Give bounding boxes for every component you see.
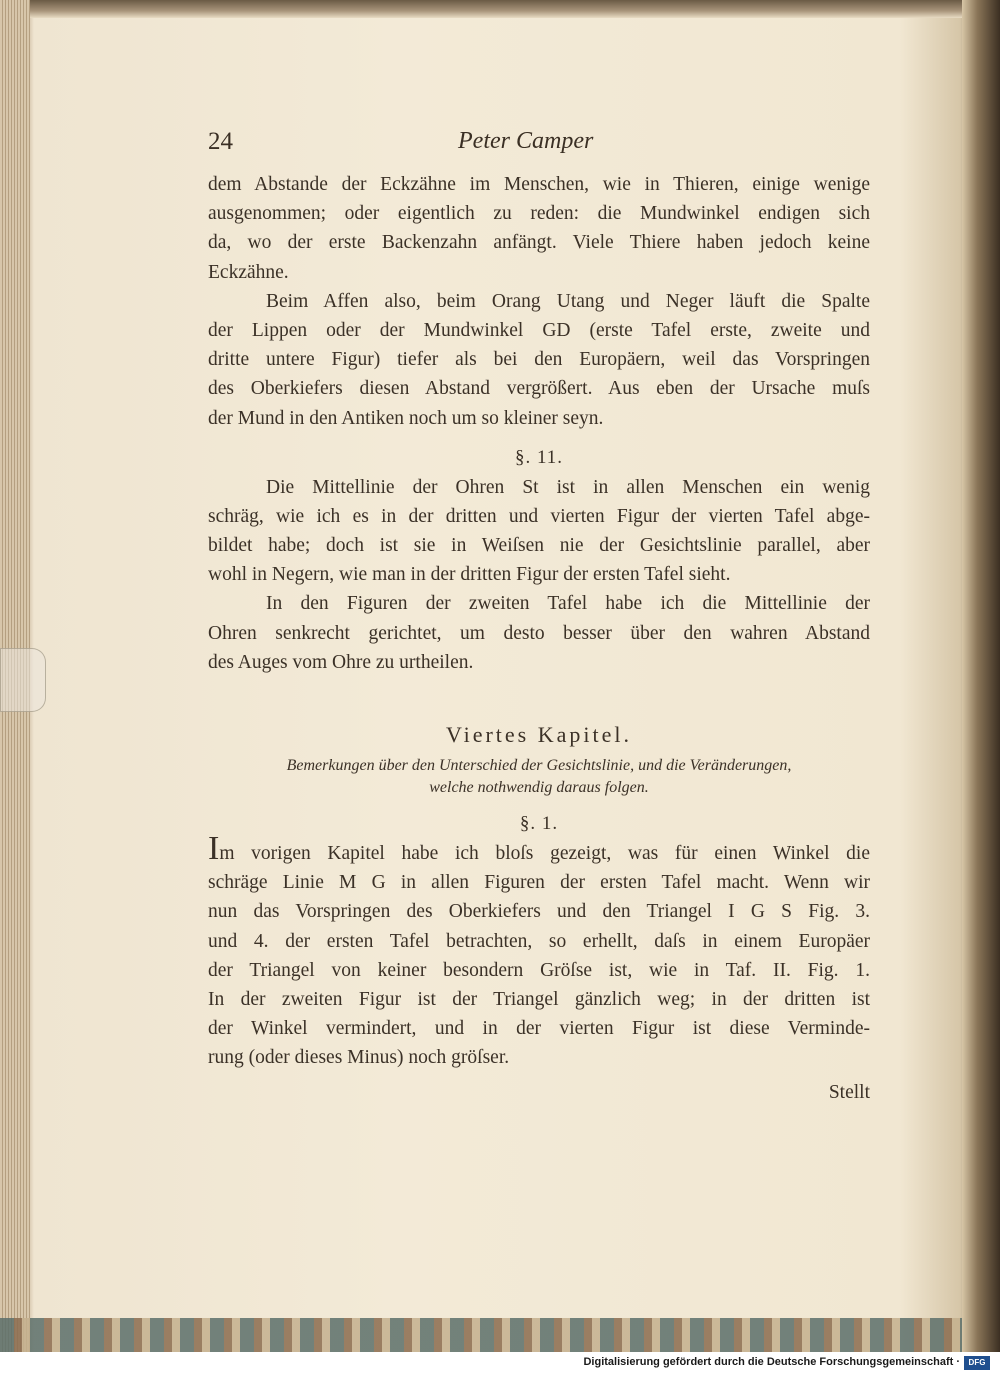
text-line: Ohren senkrecht gerichtet, um desto besser über den wahren Abstand (208, 622, 870, 644)
page-body (208, 170, 870, 1107)
text-line: In den Figuren der zweiten Tafel habe ich die Mittellinie der (266, 593, 870, 615)
book-page (30, 18, 960, 1318)
right-gutter-shadow (962, 0, 1000, 1352)
text-line: des Oberkiefers diesen Abstand vergrößert. Aus eben der Ursache muſs (208, 378, 870, 400)
text-line: Beim Affen also, beim Orang Utang und Neger läuft die Spalte (266, 290, 870, 312)
section-heading: §. 11. (514, 446, 564, 468)
page-number: 24 (208, 128, 233, 155)
page-header (208, 128, 868, 168)
text-line: wohl in Negern, wie man in der dritten Figur der ersten Tafel sieht. (208, 564, 731, 586)
text-line: der Mund in den Antiken noch um so kleiner seyn. (208, 407, 604, 429)
text-line: rung (oder dieses Minus) noch gröſser. (208, 1047, 510, 1069)
text-line: dem Abstande der Eckzähne im Menschen, wie in Thieren, einige wenige (208, 174, 870, 195)
text-line: nun das Vorspringen des Oberkiefers und den Triangel I G S Fig. 3. (208, 901, 870, 923)
text-line: und 4. der ersten Tafel betrachten, so erhellt, daſs in einem Europäer (208, 930, 870, 952)
text-line: des Auges vom Ohre zu urtheilen. (208, 651, 474, 673)
text-line: der Triangel von keiner besondern Gröſse ist, wie in Taf. II. Fig. 1. (208, 959, 870, 981)
text-line: Eckzähne. (208, 261, 289, 283)
section-heading: §. 1. (519, 813, 559, 834)
digitization-footer (0, 1352, 1000, 1374)
chapter-title: Viertes Kapitel. (446, 722, 632, 747)
text-line: dritte untere Figur) tiefer als bei den Europäern, weil das Vorspringen (208, 349, 870, 371)
text-line (208, 830, 870, 868)
running-head: Peter Camper (458, 128, 594, 154)
text-line: ausgenommen; oder eigentlich zu reden: die Mundwinkel endigen sich (208, 203, 870, 225)
text-line: schräg, wie ich es in der dritten und vierten Figur der vierten Tafel abge- (208, 505, 870, 527)
footer-credit: Digitalisierung gefördert durch die Deutsche Forschungsgemeinschaft · (583, 1356, 960, 1368)
dfg-logo-icon: DFG (964, 1356, 990, 1370)
text-line: In der zweiten Figur ist der Triangel gänzlich weg; in der dritten ist (208, 988, 870, 1010)
top-binding-edge (30, 0, 1000, 18)
chapter-subtitle: welche nothwendig daraus folgen. (429, 779, 649, 796)
text-line: bildet habe; doch ist sie in Weiſsen nie der Gesichtslinie parallel, aber (208, 535, 870, 557)
text-line: der Winkel vermindert, und in der vierten Figur ist diese Verminde- (208, 1018, 870, 1040)
text-line: Die Mittellinie der Ohren St ist in allen Menschen ein wenig (266, 476, 870, 498)
marbled-cover-edge (0, 1318, 1000, 1352)
text-line: da, wo der erste Backenzahn anfängt. Viele Thiere haben jedoch keine (208, 232, 870, 254)
chapter-subtitle: Bemerkungen über den Unterschied der Gesichtslinie, und die Veränderungen, (286, 757, 792, 774)
text-line: schräge Linie M G in allen Figuren der ersten Tafel macht. Wenn wir (208, 872, 870, 894)
text-line: der Lippen oder der Mundwinkel GD (erste Tafel erste, zweite und (208, 319, 870, 341)
text-line-rest: m vorigen Kapitel habe ich bloſs gezeigt, was für einen Winkel die (219, 843, 870, 864)
catchword: Stellt (828, 1081, 870, 1103)
drop-capital: I (208, 830, 220, 867)
